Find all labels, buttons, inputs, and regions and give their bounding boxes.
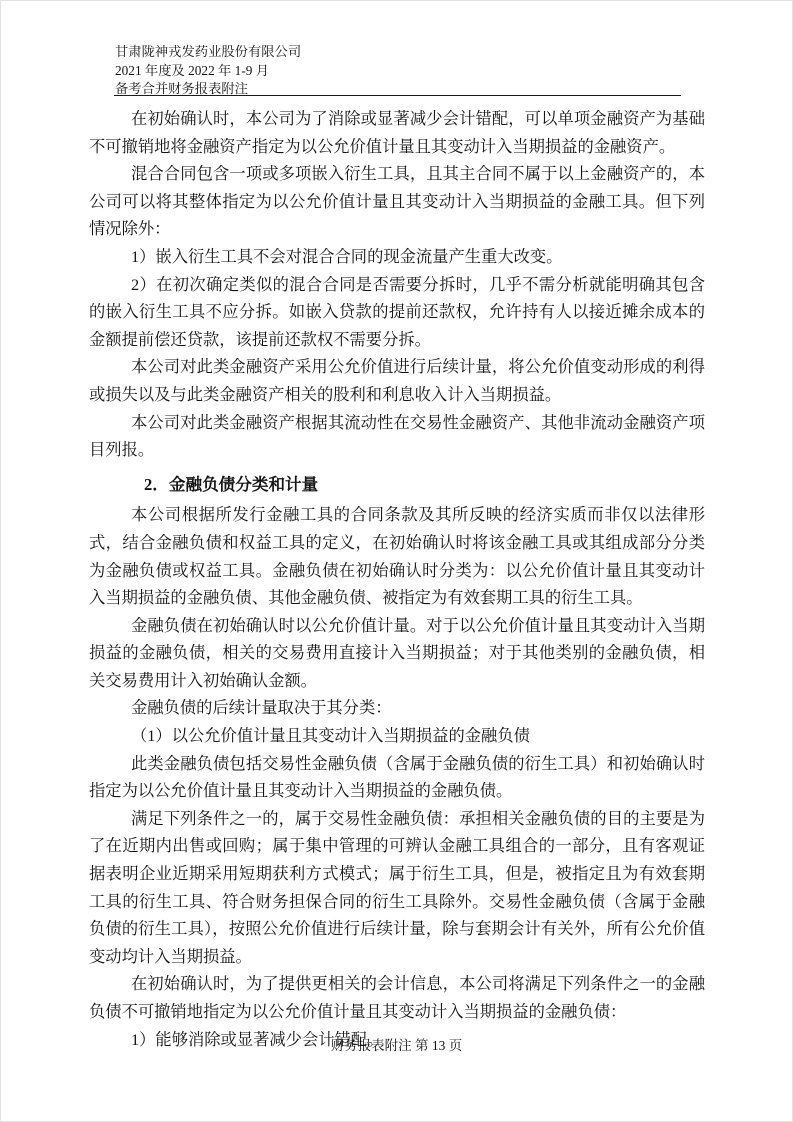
header-company-name: 甘肃陇神戎发药业股份有限公司 [115, 44, 302, 59]
document-body [89, 105, 705, 1053]
page-footer [1, 1037, 792, 1055]
doc-paragraph: （1）以公允价值计量且其变动计入当期损益的金融负债 [131, 726, 530, 746]
header-doc-title: 备考合并财务报表附注 [115, 81, 248, 96]
document-header [115, 43, 301, 99]
doc-paragraph: 本公司对此类金融资产根据其流动性在交易性金融资产、其他非流动金融资产项目列报。 [89, 412, 705, 460]
header-rule [114, 95, 681, 96]
doc-paragraph: 此类金融负债包括交易性金融负债（含属于金融负债的衍生工具）和初始确认时指定为以公允价值计量且其变动计入当期损益的金融负债。 [89, 753, 705, 801]
doc-paragraph: 1）嵌入衍生工具不会对混合合同的现金流量产生重大改变。 [131, 246, 563, 266]
doc-paragraph: 本公司对此类金融资产采用公允价值进行后续计量，将公允价值变动形成的利得或损失以及与此类金融资产相关的股利和利息收入计入当期损益。 [89, 357, 705, 404]
doc-paragraph: 本公司根据所发行金融工具的合同条款及其所反映的经济实质而非仅以法律形式，结合金融负债和权益工具的定义，在初始确认时将该金融工具或其组成部分分类为金融负债或权益工具。金融负债在初始确认时分类为：以公允价值计量且其变动计入当期损益的金融负债、其他金融负债、被指定为有效套期工具的衍生工具。 [89, 505, 705, 608]
page-number-label: 财务报表附注 第 13 页 [330, 1038, 463, 1053]
header-period: 2021 年度及 2022 年 1-9 月 [115, 62, 270, 78]
section-heading: 2．金融负债分类和计量 [144, 474, 319, 494]
doc-paragraph: 金融负债在初始确认时以公允价值计量。对于以公允价值计量且其变动计入当期损益的金融负债，相关的交易费用直接计入当期损益；对于其他类别的金融负债，相关交易费用计入初始确认金额。 [89, 615, 705, 690]
doc-paragraph: 2）在初次确定类似的混合合同是否需要分拆时，几乎不需分析就能明确其包含的嵌入衍生工具不应分拆。如嵌入贷款的提前还款权，允许持有人以接近摊余成本的金额提前偿还贷款，该提前还款权不需要分拆。 [89, 274, 705, 349]
doc-paragraph: 金融负债的后续计量取决于其分类： [131, 698, 392, 718]
doc-paragraph: 在初始确认时，为了提供更相关的会计信息，本公司将满足下列条件之一的金融负债不可撤销地指定为以公允价值计量且其变动计入当期损益的金融负债： [89, 974, 705, 1021]
doc-paragraph: 混合合同包含一项或多项嵌入衍生工具，且其主合同不属于以上金融资产的，本公司可以将其整体指定为以公允价值计量且其变动计入当期损益的金融工具。但下列情况除外： [89, 164, 705, 239]
doc-paragraph: 1）能够消除或显著减少会计错配。 [131, 1029, 384, 1049]
doc-paragraph: 在初始确认时，本公司为了消除或显著减少会计错配，可以单项金融资产为基础不可撤销地将金融资产指定为以公允价值计量且其变动计入当期损益的金融资产。 [89, 109, 705, 156]
doc-paragraph: 满足下列条件之一的，属于交易性金融负债：承担相关金融负债的目的主要是为了在近期内出售或回购；属于集中管理的可辨认金融工具组合的一部分，且有客观证据表明企业近期采用短期获利方式模式；属于衍生工具，但是，被指定且为有效套期工具的衍生工具、符合财务担保合同的衍生工具除外。交易性金融负债（含属于金融负债的衍生工具），按照公允价值进行后续计量，除与套期会计有关外，所有公允价值变动均计入当期损益。 [89, 808, 705, 966]
